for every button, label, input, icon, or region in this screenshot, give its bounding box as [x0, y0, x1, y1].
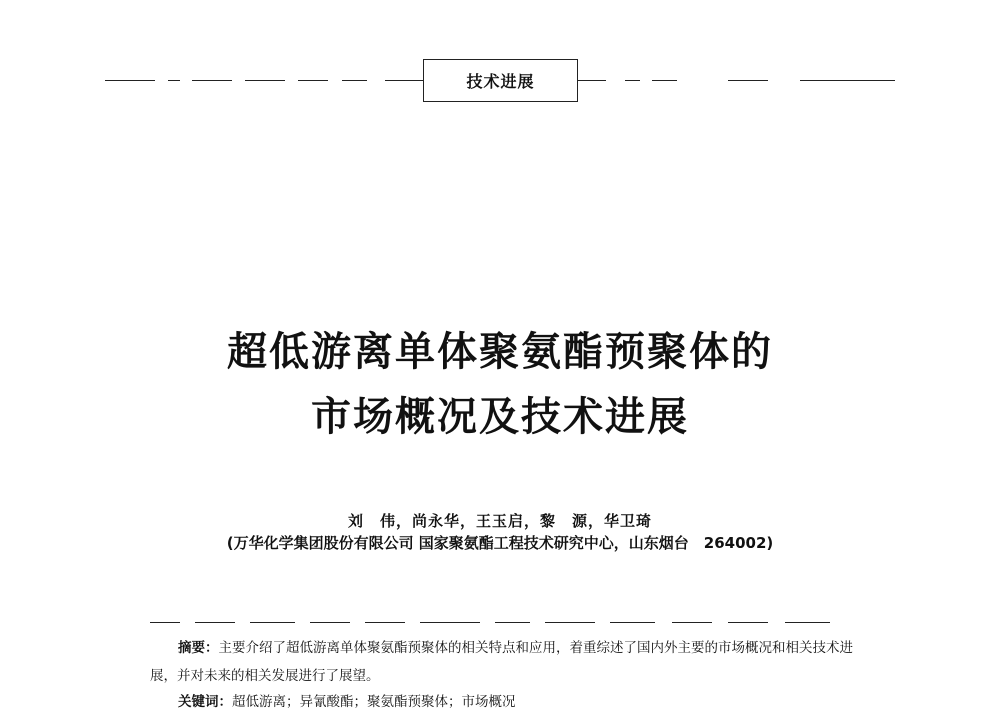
section-label: 技术进展 — [423, 59, 578, 102]
paper-title-line-2: 市场概况及技术进展 — [311, 393, 689, 440]
author-list: 刘 伟，尚永华，王玉启，黎 源，华卫琦 — [347, 512, 652, 530]
abstract-label: 摘要： — [178, 640, 219, 656]
keywords-label: 关键词： — [178, 694, 232, 710]
paper-title-line-1: 超低游离单体聚氨酯预聚体的 — [227, 328, 773, 375]
abstract-text: 主要介绍了超低游离单体聚氨酯预聚体的相关特点和应用，着重综述了国内外主要的市场概况和相关技术进展，并对未来的相关发展进行了展望。 — [150, 640, 853, 684]
keywords — [178, 690, 878, 710]
abstract — [150, 634, 870, 690]
affiliation: (万华化学集团股份有限公司 国家聚氨酯工程技术研究中心，山东烟台 264002) — [226, 534, 774, 552]
keywords-text: 超低游离；异氰酸酯；聚氨酯预聚体；市场概况 — [232, 694, 516, 710]
